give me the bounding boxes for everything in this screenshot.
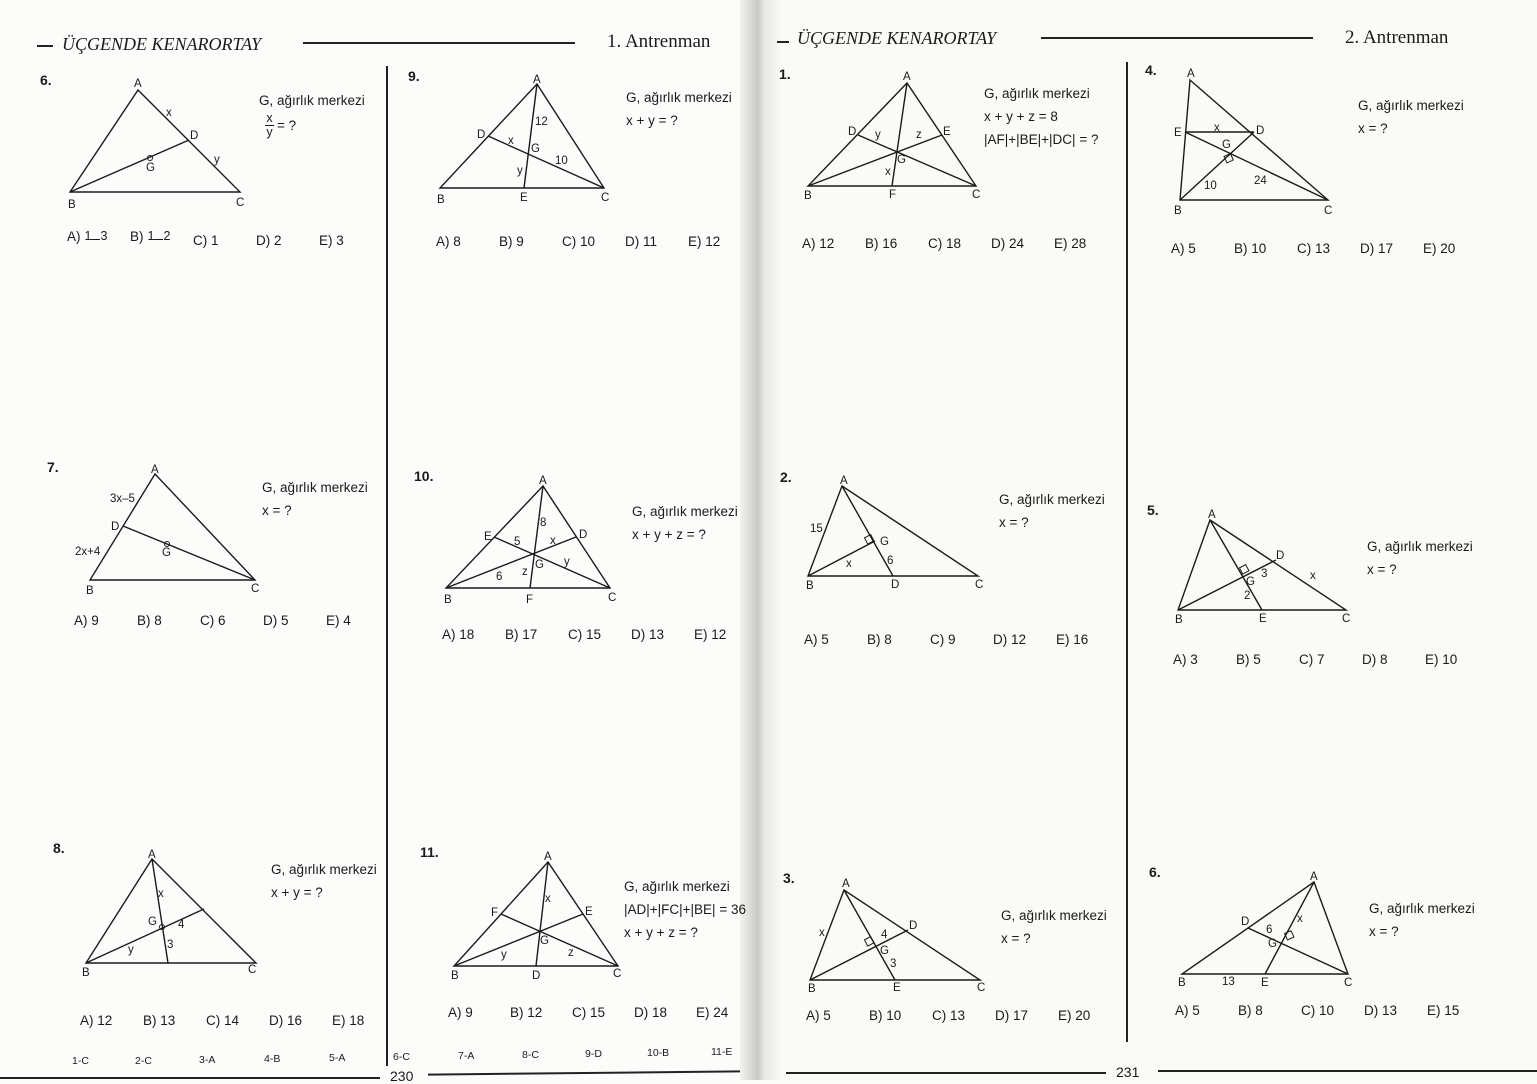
centroid-label: G — [1246, 576, 1255, 588]
vertex-label: A — [544, 851, 552, 863]
answer-key-item: 1-C — [72, 1055, 89, 1067]
segment-label: x — [166, 107, 172, 119]
triangle-figure — [432, 70, 632, 210]
footer-rule — [0, 1077, 380, 1079]
vertex-label: B — [806, 580, 814, 592]
vertex-label: F — [889, 189, 897, 201]
vertex-label: A — [840, 475, 848, 487]
triangle-figure — [438, 470, 638, 610]
vertex-label: B — [1174, 205, 1182, 217]
centroid-label: G — [1222, 139, 1231, 151]
question-condition: G, ağırlık merkezi x + y = ? — [626, 90, 732, 128]
option-b[interactable]: B) 13 — [143, 1013, 176, 1028]
question-number: 8. — [53, 840, 65, 856]
centroid-label: G — [531, 143, 540, 155]
option-a[interactable]: A) 9 — [448, 1005, 473, 1020]
segment-label: x — [508, 135, 514, 147]
option-c[interactable]: C) 10 — [1301, 1003, 1335, 1018]
segment-label: x — [1214, 122, 1220, 134]
option-c[interactable]: C) 13 — [1297, 241, 1331, 256]
option-c[interactable]: C) 15 — [572, 1005, 606, 1020]
question-condition: G, ağırlık merkezi $\frac{x}{y}$ = ? — [259, 93, 365, 139]
option-b[interactable]: B) 5 — [1236, 652, 1261, 667]
vertex-label: B — [86, 585, 94, 597]
question-condition: G, ağırlık merkezi x = ? — [1369, 901, 1475, 939]
vertex-label: D — [190, 130, 199, 142]
vertex-label: B — [444, 594, 452, 606]
vertex-label: B — [1175, 614, 1183, 626]
right-column-divider — [1126, 62, 1128, 1042]
segment-label: x — [545, 893, 551, 905]
vertex-label: A — [148, 849, 156, 861]
segment-label: y — [875, 129, 881, 141]
vertex-label: C — [1344, 977, 1353, 989]
answer-key-item: 8-C — [522, 1049, 539, 1061]
segment-label: x — [1310, 570, 1316, 582]
segment-label: x — [550, 535, 556, 547]
option-e[interactable]: E) 12 — [694, 627, 727, 642]
segment-label: 3x–5 — [110, 493, 135, 505]
question-number: 10. — [414, 468, 434, 484]
segment-label: y — [564, 556, 570, 568]
answer-options — [442, 627, 757, 642]
answer-key-item: 3-A — [199, 1054, 216, 1066]
option-e[interactable]: E) 18 — [332, 1013, 365, 1028]
option-b[interactable]: B) 1 2 — [130, 229, 171, 244]
answer-key-item: 7-A — [458, 1050, 475, 1062]
option-a[interactable]: A) 1 3 — [67, 229, 108, 244]
segment-label: 4 — [881, 929, 888, 941]
question-condition: G, ağırlık merkezi x + y + z = 8 |AF|+|BE|+|DC| = ? — [984, 86, 1099, 147]
vertex-label: C — [251, 583, 260, 595]
option-e[interactable]: E) 3 — [319, 233, 344, 248]
vertex-label: A — [1187, 68, 1195, 80]
vertex-label: D — [848, 126, 857, 138]
triangle-figure — [60, 72, 260, 212]
segment-label: 4 — [178, 919, 185, 931]
vertex-label: E — [943, 126, 951, 138]
option-e[interactable]: E) 20 — [1058, 1008, 1091, 1023]
answer-options — [806, 1008, 1121, 1023]
option-a[interactable]: A) 12 — [80, 1013, 113, 1028]
segment-label: y — [517, 165, 523, 177]
option-a[interactable]: A) 5 — [1171, 241, 1196, 256]
answer-options — [436, 234, 751, 249]
page-number: 231 — [1116, 1064, 1140, 1080]
left-header-title: ÜÇGENDE KENARORTAY — [62, 34, 262, 54]
option-a[interactable]: A) 8 — [436, 234, 461, 249]
vertex-label: E — [1259, 613, 1267, 625]
segment-label: x — [158, 888, 164, 900]
vertex-label: D — [111, 521, 120, 533]
segment-label: z — [568, 947, 574, 959]
option-b[interactable]: B) 10 — [1234, 241, 1267, 256]
segment-label: z — [916, 129, 922, 141]
vertex-label: C — [601, 192, 610, 204]
option-c[interactable]: C) 15 — [568, 627, 602, 642]
option-d[interactable]: D) 13 — [631, 627, 665, 642]
segment-label: 3 — [1261, 568, 1268, 580]
vertex-label: A — [151, 464, 159, 476]
vertex-label: D — [891, 579, 900, 591]
option-c[interactable]: C) 1 — [193, 233, 219, 248]
vertex-label: E — [520, 192, 528, 204]
option-b[interactable]: B) 8 — [137, 613, 162, 628]
segment-label: 3 — [167, 939, 174, 951]
left-header-rule — [303, 42, 575, 44]
option-a[interactable]: A) 12 — [802, 236, 835, 251]
option-b[interactable]: B) 12 — [510, 1005, 543, 1020]
vertex-label: E — [484, 531, 492, 543]
centroid-label: G — [880, 536, 889, 548]
vertex-label: B — [1178, 977, 1186, 989]
right-header-title: ÜÇGENDE KENARORTAY — [797, 28, 997, 48]
segment-label: x — [1297, 913, 1303, 925]
vertex-label: A — [1310, 871, 1318, 883]
option-e[interactable]: E) 16 — [1056, 632, 1089, 647]
option-e[interactable]: E) 15 — [1427, 1003, 1460, 1018]
right-header-rule — [1041, 37, 1313, 39]
option-d[interactable]: D) 18 — [634, 1005, 668, 1020]
segment-label: 3 — [890, 958, 897, 970]
footer-rule — [786, 1072, 1106, 1074]
centroid-label: G — [162, 547, 171, 559]
option-a[interactable]: A) 5 — [804, 632, 829, 647]
answer-key-item: 11-E — [711, 1046, 733, 1058]
vertex-label: D — [579, 529, 588, 541]
answer-key-item: 10-B — [647, 1047, 670, 1059]
centroid-label: G — [146, 162, 155, 174]
option-c[interactable]: C) 7 — [1299, 652, 1325, 667]
vertex-label: D — [1276, 550, 1285, 562]
page-number: 230 — [390, 1068, 414, 1084]
book-spine — [740, 0, 780, 1080]
option-c[interactable]: C) 9 — [930, 632, 956, 647]
vertex-label: C — [977, 982, 986, 994]
option-b[interactable]: B) 10 — [869, 1008, 902, 1023]
vertex-label: C — [972, 189, 981, 201]
vertex-label: C — [1342, 613, 1351, 625]
segment-label: z — [522, 566, 528, 578]
segment-label: 10 — [1204, 180, 1217, 192]
segment-label: y — [214, 154, 220, 166]
vertex-label: C — [236, 197, 245, 209]
vertex-label: B — [437, 194, 445, 206]
option-a[interactable]: A) 18 — [442, 627, 475, 642]
centroid-label: G — [897, 154, 906, 166]
segment-label: 2 — [1244, 590, 1251, 602]
segment-label: x — [885, 166, 891, 178]
option-b[interactable]: B) 16 — [865, 236, 898, 251]
vertex-label: A — [539, 475, 547, 487]
answer-options — [74, 613, 389, 628]
segment-label: x — [819, 927, 825, 939]
option-d[interactable]: D) 17 — [1360, 241, 1394, 256]
option-e[interactable]: E) 4 — [326, 613, 351, 628]
question-number: 6. — [1149, 864, 1161, 880]
vertex-label: E — [1261, 977, 1269, 989]
segment-label: y — [501, 949, 507, 961]
segment-label: 8 — [540, 517, 547, 529]
centroid-label: G — [148, 916, 157, 928]
answer-options — [1175, 1003, 1490, 1018]
centroid-label: G — [540, 935, 549, 947]
right-header-subtitle: 2. Antrenman — [1345, 27, 1449, 48]
segment-label: 6 — [496, 571, 503, 583]
vertex-label: A — [903, 71, 911, 83]
header-dash-left — [37, 45, 53, 47]
option-c[interactable]: C) 14 — [206, 1013, 240, 1028]
vertex-label: C — [248, 964, 257, 976]
option-e[interactable]: E) 10 — [1425, 652, 1458, 667]
vertex-label: B — [808, 983, 816, 995]
header-dash-right — [777, 41, 789, 43]
triangle-figure — [1172, 868, 1362, 998]
option-e[interactable]: E) 28 — [1054, 236, 1087, 251]
option-a[interactable]: A) 5 — [1175, 1003, 1200, 1018]
question-number: 11. — [420, 844, 439, 860]
answer-options — [802, 236, 1117, 251]
question-number: 4. — [1145, 62, 1157, 78]
answer-options — [1173, 652, 1488, 667]
question-condition: G, ağırlık merkezi x = ? — [999, 492, 1105, 530]
segment-label: y — [128, 944, 134, 956]
question-condition: G, ağırlık merkezi x = ? — [1358, 98, 1464, 136]
option-a[interactable]: A) 5 — [806, 1008, 831, 1023]
question-condition: G, ağırlık merkezi |AD|+|FC|+|BE| = 36 x + y + z = ? — [624, 879, 746, 940]
vertex-label: A — [842, 878, 850, 890]
vertex-label: A — [1208, 509, 1216, 521]
triangle-figure — [78, 845, 278, 985]
vertex-label: C — [613, 968, 622, 980]
triangle-figure — [802, 874, 1002, 1004]
left-column-divider — [386, 66, 388, 1066]
segment-label: 13 — [1222, 976, 1235, 988]
option-b[interactable]: B) 8 — [867, 632, 892, 647]
question-number: 1. — [779, 66, 791, 82]
question-condition: G, ağırlık merkezi x = ? — [1367, 539, 1473, 577]
question-number: 9. — [408, 68, 420, 84]
answer-key-item: 4-B — [264, 1053, 281, 1065]
vertex-label: D — [532, 970, 541, 982]
question-number: 3. — [783, 870, 795, 886]
vertex-label: F — [491, 907, 499, 919]
vertex-label: D — [477, 129, 486, 141]
segment-label: 5 — [514, 536, 521, 548]
centroid-label: G — [880, 945, 889, 957]
answer-options — [67, 225, 382, 248]
vertex-label: B — [82, 967, 90, 979]
centroid-label: G — [535, 559, 544, 571]
segment-label: 12 — [535, 116, 548, 128]
answer-options — [1171, 241, 1486, 256]
option-a[interactable]: A) 9 — [74, 613, 99, 628]
segment-label: 15 — [810, 523, 823, 535]
option-c[interactable]: C) 13 — [932, 1008, 966, 1023]
answer-options — [448, 1005, 758, 1020]
option-d[interactable]: D) 17 — [995, 1008, 1029, 1023]
triangle-figure — [70, 460, 270, 600]
vertex-label: A — [134, 78, 142, 90]
option-b[interactable]: B) 9 — [499, 234, 524, 249]
option-a[interactable]: A) 3 — [1173, 652, 1198, 667]
segment-label: 6 — [1266, 924, 1273, 936]
segment-label: 10 — [555, 155, 568, 167]
left-header-subtitle: 1. Antrenman — [607, 31, 711, 52]
question-condition: G, ağırlık merkezi x = ? — [1001, 908, 1107, 946]
option-d[interactable]: D) 24 — [991, 236, 1025, 251]
segment-label: 6 — [887, 555, 894, 567]
answer-options — [80, 1013, 395, 1028]
vertex-label: E — [1174, 127, 1182, 139]
vertex-label: C — [975, 579, 984, 591]
answer-key-item: 9-D — [585, 1048, 602, 1060]
vertex-label: E — [585, 906, 593, 918]
vertex-label: E — [893, 982, 901, 994]
footer-rule — [1158, 1070, 1537, 1072]
answer-options — [804, 632, 1119, 647]
triangle-figure — [1170, 506, 1360, 636]
option-c[interactable]: C) 6 — [200, 613, 226, 628]
option-d[interactable]: D) 11 — [625, 234, 658, 249]
vertex-label: B — [804, 190, 812, 202]
option-c[interactable]: C) 18 — [928, 236, 962, 251]
triangle-figure — [800, 68, 1000, 208]
question-condition: G, ağırlık merkezi x + y = ? — [271, 862, 377, 900]
triangle-figure — [446, 848, 646, 988]
vertex-label: D — [909, 920, 918, 932]
option-d[interactable]: D) 12 — [993, 632, 1027, 647]
vertex-label: D — [1241, 916, 1250, 928]
question-number: 6. — [40, 72, 52, 88]
option-c[interactable]: C) 10 — [562, 234, 596, 249]
question-number: 2. — [780, 469, 792, 485]
option-d[interactable]: D) 8 — [1362, 652, 1388, 667]
question-condition: G, ağırlık merkezi x = ? — [262, 480, 368, 518]
question-number: 7. — [47, 459, 59, 475]
answer-key-item: 2-C — [135, 1055, 152, 1067]
segment-label: 2x+4 — [75, 546, 101, 558]
vertex-label: C — [608, 592, 617, 604]
centroid-label: G — [1268, 938, 1277, 950]
option-d[interactable]: D) 2 — [256, 233, 282, 248]
option-b[interactable]: B) 8 — [1238, 1003, 1263, 1018]
option-e[interactable]: E) 24 — [696, 1005, 729, 1020]
answer-key-item: 5-A — [329, 1052, 346, 1064]
option-d[interactable]: D) 5 — [263, 613, 289, 628]
option-d[interactable]: D) 16 — [269, 1013, 303, 1028]
vertex-label: B — [451, 970, 459, 982]
triangle-figure — [1168, 66, 1338, 216]
option-e[interactable]: E) 20 — [1423, 241, 1456, 256]
question-number: 5. — [1147, 502, 1159, 518]
answer-key-item: 6-C — [393, 1051, 410, 1063]
vertex-label: A — [533, 74, 541, 86]
segment-label: 24 — [1254, 175, 1267, 187]
option-d[interactable]: D) 13 — [1364, 1003, 1398, 1018]
vertex-label: D — [1256, 125, 1265, 137]
triangle-figure — [800, 472, 1000, 602]
vertex-label: B — [68, 199, 76, 211]
vertex-label: F — [526, 594, 534, 606]
vertex-label: C — [1324, 205, 1333, 217]
option-e[interactable]: E) 12 — [688, 234, 721, 249]
segment-label: x — [846, 558, 852, 570]
question-condition: G, ağırlık merkezi x + y + z = ? — [632, 504, 738, 542]
option-b[interactable]: B) 17 — [505, 627, 538, 642]
